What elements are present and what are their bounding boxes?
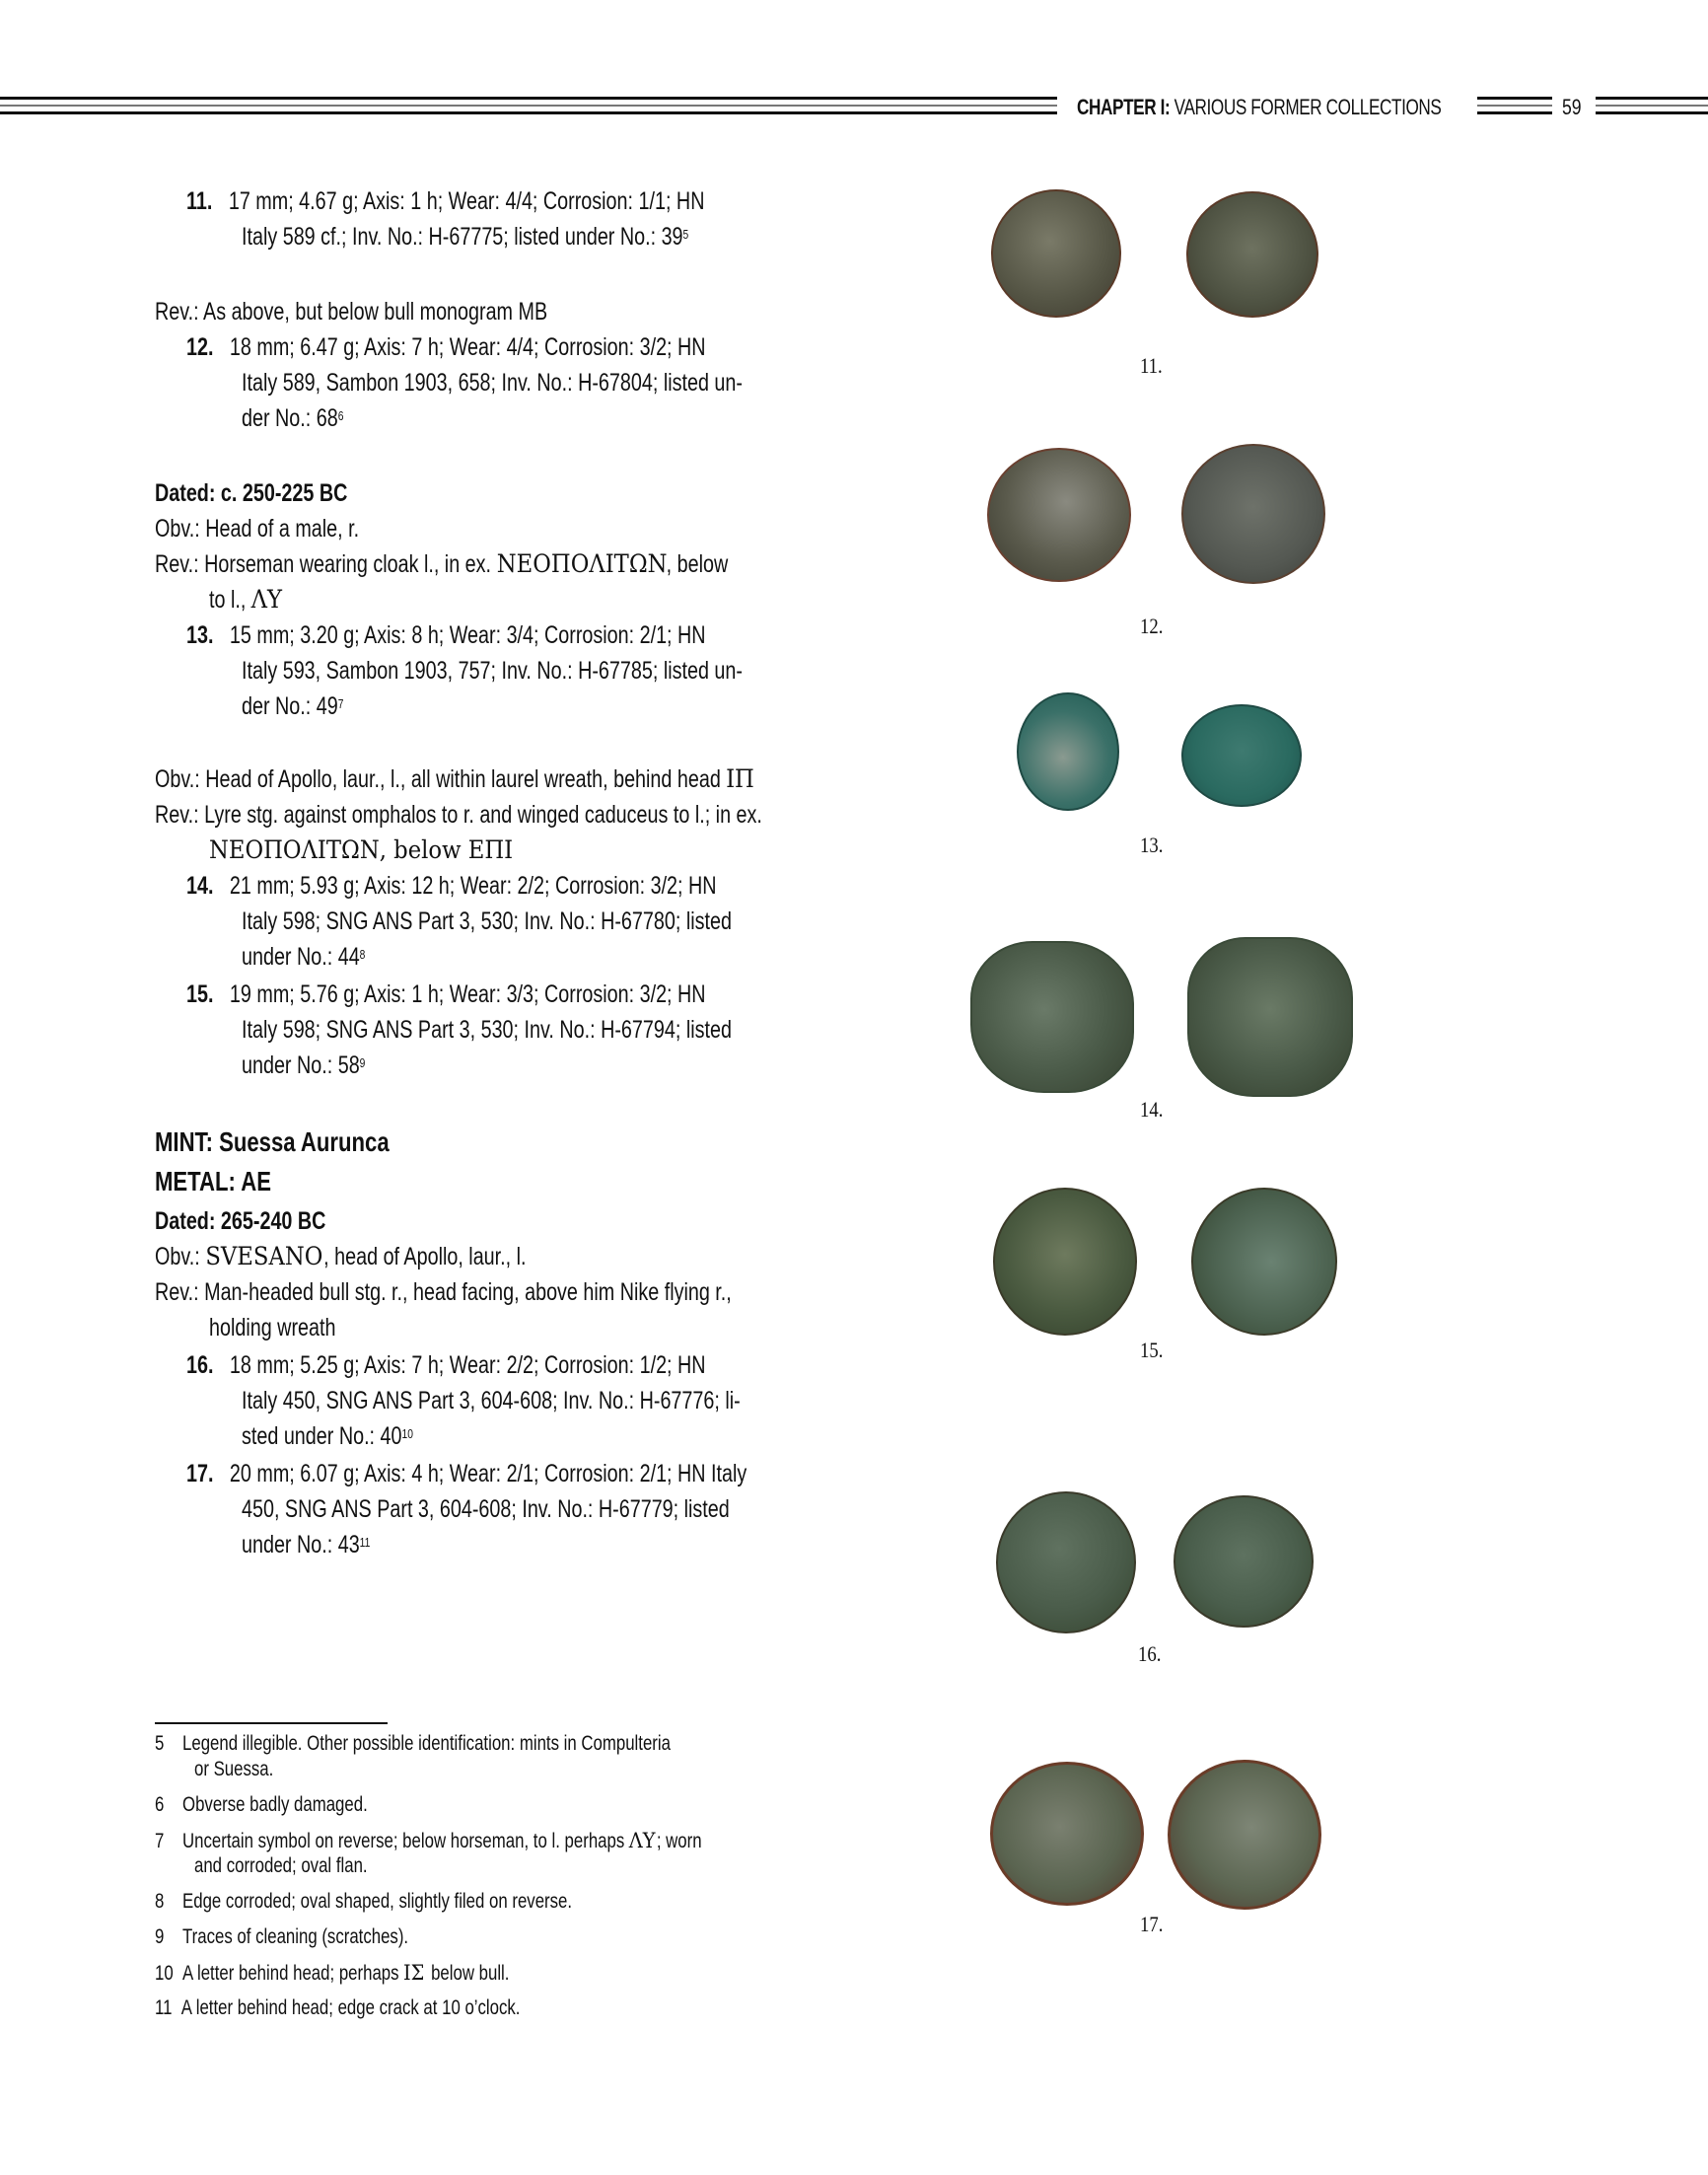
entry-14-line3: under No.: $44^8$ (242, 943, 366, 971)
entry-17-line2: 450, SNG ANS Part 3, 604-608; Inv. No.: H-67779; listed (242, 1495, 730, 1523)
footnote-ref[interactable]: 9 (359, 1055, 366, 1070)
chapter-title: CHAPTER I: VARIOUS FORMER COLLECTIONS (1077, 95, 1442, 119)
footnote-10: 10 A letter behind head; perhaps ΙΣ below bull. (155, 1961, 510, 1985)
footnote-9: 9 Traces of cleaning (scratches). (155, 1925, 409, 1948)
reverse-desc-cont: to l., ΛΥ (209, 585, 283, 614)
footnote-ref[interactable]: 11 (359, 1535, 371, 1550)
coin-17-reverse-image (1168, 1760, 1321, 1910)
reverse-desc: Rev.: As above, but below bull monogram MB (155, 298, 548, 326)
footnote-ref[interactable]: 5 (682, 227, 689, 242)
mint-heading: MINT: Suessa Aurunca (155, 1126, 390, 1157)
entry-14-line2: Italy 598; SNG ANS Part 3, 530; Inv. No.: H-67780; listed (242, 907, 732, 935)
plate-label-14: 14. (1140, 1097, 1164, 1122)
coin-16-reverse-image (1174, 1495, 1314, 1628)
footnote-separator (155, 1722, 388, 1724)
coin-11-reverse-image (1186, 191, 1318, 318)
plate-label-16: 16. (1138, 1641, 1162, 1666)
plate-label-17: 17. (1140, 1912, 1164, 1936)
coin-11-obverse-image (991, 189, 1121, 318)
reverse-desc-cont: ΝΕΟΠΟΛΙΤΩΝ, below ΕΠΙ (209, 835, 514, 864)
obverse-desc: Obv.: SVESANO , head of Apollo, laur., l. (155, 1242, 527, 1270)
entry-15-line3: under No.: $58^9$ (242, 1051, 366, 1079)
footnote-ref[interactable]: 10 (401, 1426, 413, 1441)
entry-12: 12. 18 mm; 6.47 g; Axis: 7 h; Wear: 4/4; Corrosion: 3/2; HN (186, 333, 706, 361)
coin-12-obverse-image (987, 448, 1131, 582)
footnote-ref[interactable]: 8 (359, 947, 366, 962)
coin-13-obverse-image (1017, 692, 1119, 811)
metal-heading: METAL: AE (155, 1166, 271, 1196)
entry-17: 17. 20 mm; 6.07 g; Axis: 4 h; Wear: 2/1; Corrosion: 2/1; HN Italy (186, 1460, 747, 1487)
dated-heading: Dated: c. 250-225 BC (155, 479, 348, 507)
entry-12-line2: Italy 589, Sambon 1903, 658; Inv. No.: H-67804; listed un- (242, 369, 743, 397)
reverse-desc: Rev.: Horseman wearing cloak l., in ex. ΝΕΟΠΟΛΙΤΩΝ , below (155, 549, 729, 578)
footnote-5: 5 Legend illegible. Other possible identification: mints in Compulteria (155, 1732, 671, 1755)
dated-heading: Dated: 265-240 BC (155, 1207, 326, 1235)
page-number: 59 (1562, 95, 1582, 119)
reverse-desc: Rev.: Man-headed bull stg. r., head facing, above him Nike flying r., (155, 1278, 732, 1306)
reverse-desc: Rev.: Lyre stg. against omphalos to r. and winged caduceus to l.; in ex. (155, 801, 762, 829)
obverse-desc: Obv.: Head of Apollo, laur., l., all within laurel wreath, behind head ΙΠ (155, 764, 755, 793)
reverse-desc-cont: holding wreath (209, 1314, 336, 1341)
entry-13: 13. 15 mm; 3.20 g; Axis: 8 h; Wear: 3/4; Corrosion: 2/1; HN (186, 621, 706, 649)
footnote-7: 7 Uncertain symbol on reverse; below horseman, to l. perhaps ΛΥ ; worn (155, 1829, 702, 1852)
footnote-8: 8 Edge corroded; oval shaped, slightly filed on reverse. (155, 1890, 573, 1913)
footnote-ref[interactable]: 6 (337, 408, 344, 423)
plate-label-15: 15. (1140, 1338, 1164, 1362)
footnote-5-cont: or Suessa. (194, 1758, 274, 1780)
header-rule-mid (1477, 97, 1552, 118)
footnote-7-cont: and corroded; oval flan. (194, 1854, 368, 1877)
coin-14-obverse-image (970, 941, 1134, 1093)
entry-16-line2: Italy 450, SNG ANS Part 3, 604-608; Inv. No.: H-67776; li- (242, 1387, 741, 1414)
entry-17-line3: under No.: $43^{11}$ (242, 1531, 371, 1559)
running-header (0, 93, 1708, 122)
plate-label-13: 13. (1140, 833, 1164, 857)
entry-15-line2: Italy 598; SNG ANS Part 3, 530; Inv. No.: H-67794; listed (242, 1016, 732, 1044)
footnote-ref[interactable]: 7 (337, 696, 344, 711)
header-rule-left (0, 97, 1057, 118)
coin-12-reverse-image (1181, 444, 1325, 584)
plate-label-11: 11. (1140, 353, 1163, 378)
entry-16: 16. 18 mm; 5.25 g; Axis: 7 h; Wear: 2/2; Corrosion: 1/2; HN (186, 1351, 706, 1379)
coin-17-obverse-image (990, 1762, 1144, 1906)
entry-13-line3: der No.: $49^7$ (242, 692, 344, 720)
entry-13-line2: Italy 593, Sambon 1903, 757; Inv. No.: H-67785; listed un- (242, 657, 743, 685)
coin-16-obverse-image (996, 1491, 1136, 1633)
entry-16-line3: sted under No.: $40^{10}$ (242, 1422, 413, 1450)
coin-15-reverse-image (1191, 1188, 1337, 1336)
entry-12-line3: der No.: $68^6$ (242, 404, 344, 432)
entry-11-line2: Italy 589 cf.; Inv. No.: H-67775; listed under No.: $39^5$ (242, 223, 689, 251)
entry-11: 11. 17 mm; 4.67 g; Axis: 1 h; Wear: 4/4; Corrosion: 1/1; HN (186, 187, 705, 215)
obverse-desc: Obv.: Head of a male, r. (155, 515, 360, 543)
footnote-6: 6 Obverse badly damaged. (155, 1793, 368, 1816)
entry-14: 14. 21 mm; 5.93 g; Axis: 12 h; Wear: 2/2; Corrosion: 3/2; HN (186, 872, 717, 900)
entry-15: 15. 19 mm; 5.76 g; Axis: 1 h; Wear: 3/3; Corrosion: 3/2; HN (186, 980, 706, 1008)
coin-14-reverse-image (1187, 937, 1353, 1097)
plate-label-12: 12. (1140, 614, 1164, 638)
coin-13-reverse-image (1181, 704, 1302, 807)
footnote-11: 11 A letter behind head; edge crack at 10 o’clock. (155, 1996, 521, 2019)
header-rule-right (1596, 97, 1708, 118)
coin-15-obverse-image (993, 1188, 1137, 1336)
